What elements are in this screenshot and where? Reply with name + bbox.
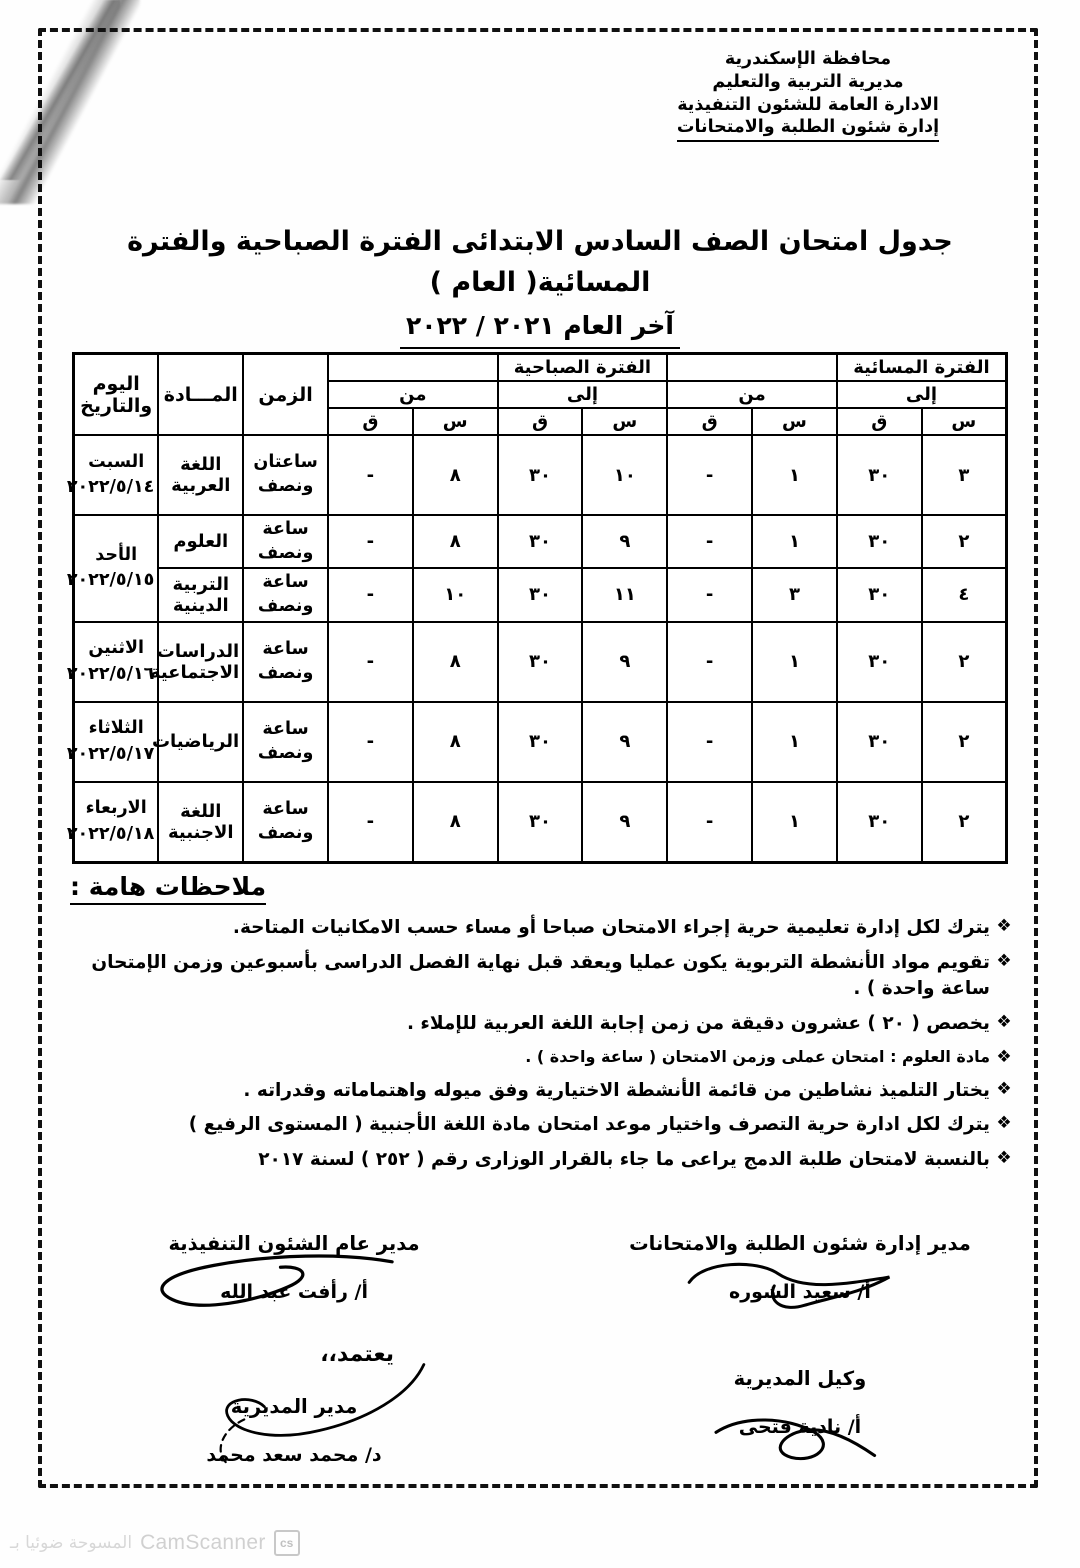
header-day-date: اليوم والتاريخ [74, 354, 159, 436]
cell-morning-to-hour: ٩ [582, 702, 667, 782]
signature-name: أ/ رأفت عبد الله [220, 1281, 368, 1303]
note-item [70, 1046, 1018, 1069]
cell-morning-to-minute: ٣٠ [498, 568, 583, 621]
diamond-bullet-icon: ❖ [996, 1011, 1012, 1032]
cell-evening-from-hour: ١ [752, 515, 837, 568]
signature-name: أ/ سعيد الشوره [729, 1281, 871, 1303]
cell-evening-to-hour: ٤ [922, 568, 1007, 621]
note-item [70, 1147, 1018, 1173]
diamond-bullet-icon: ❖ [996, 1046, 1012, 1067]
header-morning-from-minute: ق [328, 408, 413, 435]
note-item [70, 950, 1018, 1002]
cell-evening-to-minute: ٣٠ [837, 622, 922, 702]
signature-column-left [76, 1232, 512, 1518]
cell-morning-from-minute: - [328, 702, 413, 782]
cell-morning-from-hour: ٨ [413, 782, 498, 863]
cell-subject: اللغة العربية [158, 435, 243, 515]
cell-morning-from-hour: ٨ [413, 702, 498, 782]
note-text: مادة العلوم : امتحان عملى وزمن الامتحان ( ساعة واحدة ) . [525, 1046, 990, 1066]
header-evening-from: من [667, 381, 837, 408]
signature-section [70, 1232, 1018, 1482]
diamond-bullet-icon: ❖ [996, 1113, 1012, 1134]
cell-morning-from-hour: ٨ [413, 435, 498, 515]
cell-evening-from-hour: ٣ [752, 568, 837, 621]
schedule-table-wrapper [66, 352, 1008, 864]
header-morning-from: من [328, 381, 498, 408]
cell-evening-to-hour: ٢ [922, 622, 1007, 702]
signature-block [76, 1232, 512, 1303]
table-head [74, 354, 1007, 436]
cell-morning-to-hour: ٩ [582, 515, 667, 568]
note-text: تقويم مواد الأنشطة التربوية يكون عمليا ويعقد قبل نهاية الفصل الدراسى بأسبوعين وزمن الإمتحان ساعة واحدة ) . [91, 951, 990, 999]
cell-morning-to-minute: ٣٠ [498, 515, 583, 568]
cell-duration: ساعة ونصف [243, 622, 328, 702]
letterhead-line-department: إدارة شئون الطلبة والامتحانات [598, 116, 1018, 142]
cell-evening-from-hour: ١ [752, 622, 837, 702]
cell-date: ٢٠٢٢/٥/١٧ [66, 743, 155, 764]
cell-morning-from-minute: - [328, 622, 413, 702]
cell-duration: ساعة ونصف [243, 515, 328, 568]
diamond-bullet-icon: ❖ [996, 916, 1012, 936]
diamond-bullet-icon: ❖ [996, 950, 1012, 971]
cell-evening-from-hour: ١ [752, 435, 837, 515]
cell-morning-from-hour: ٨ [413, 515, 498, 568]
cell-evening-to-hour: ٢ [922, 782, 1007, 863]
note-item [70, 1112, 1018, 1138]
cell-day: الأحد [95, 544, 138, 565]
note-text: يترك لكل إدارة تعليمية حرية إجراء الامتحان صباحا أو مساء حسب الامكانيات المتاحة. [232, 917, 990, 938]
exam-schedule-table [66, 352, 1008, 864]
cell-evening-to-hour: ٢ [922, 515, 1007, 568]
header-morning-to-minute: ق [498, 408, 583, 435]
note-text: يخصص ( ٢٠ ) عشرون دقيقة من زمن إجابة اللغة العربية للإملاء . [406, 1012, 990, 1034]
cell-evening-to-minute: ٣٠ [837, 702, 922, 782]
cell-evening-from-hour: ١ [752, 782, 837, 863]
cell-morning-from-minute: - [328, 782, 413, 863]
table-row [74, 568, 1007, 621]
letterhead-line-governorate: محافظة الإسكندرية [724, 49, 892, 69]
table-header-row-groups [74, 354, 1007, 382]
cell-morning-to-minute: ٣٠ [498, 702, 583, 782]
cell-evening-from-minute: - [667, 782, 752, 863]
header-morning-period: الفترة الصباحية [498, 354, 668, 382]
cell-morning-to-minute: ٣٠ [498, 622, 583, 702]
cell-evening-from-hour: ١ [752, 702, 837, 782]
cell-evening-from-minute: - [667, 622, 752, 702]
signature-role: مدير المديرية [230, 1395, 358, 1418]
cell-evening-from-minute: - [667, 515, 752, 568]
signature-column-right [582, 1232, 1018, 1490]
notes-heading: ملاحظات هامة : [70, 872, 1018, 905]
cell-morning-to-hour: ٩ [582, 782, 667, 863]
cell-duration: ساعة ونصف [243, 782, 328, 863]
cell-subject: الدراسات الاجتماعية [158, 622, 243, 702]
signature-block [582, 1232, 1018, 1303]
signature-block [76, 1395, 512, 1466]
cell-evening-to-hour: ٣ [922, 435, 1007, 515]
camscanner-brand: CamScanner [140, 1531, 266, 1554]
signature-role: مدير عام الشئون التنفيذية [168, 1232, 420, 1255]
table-row [74, 782, 1007, 863]
header-morning-period-spacer [328, 354, 498, 382]
signature-name: د/ محمد سعد محمد [206, 1444, 382, 1466]
cell-subject: العلوم [158, 515, 243, 568]
cell-day: الاربعاء [85, 798, 147, 819]
cell-day-date [66, 435, 159, 515]
cell-morning-from-hour: ٨ [413, 622, 498, 702]
camscanner-logo-icon: cs [274, 1530, 300, 1556]
cell-evening-to-hour: ٢ [922, 702, 1007, 782]
header-morning-to: إلى [498, 381, 668, 408]
cell-subject: اللغة الاجنبية [158, 782, 243, 863]
diamond-bullet-icon: ❖ [996, 1078, 1012, 1099]
table-row [74, 515, 1007, 568]
signature-role: مدير إدارة شئون الطلبة والامتحانات [629, 1232, 971, 1255]
cell-date: ٢٠٢٢/٥/١٦ [66, 663, 155, 684]
header-evening-to-minute: ق [837, 408, 922, 435]
cell-day: السبت [88, 451, 145, 472]
header-morning-from-hour: س [413, 408, 498, 435]
cell-day-date [66, 702, 159, 782]
header-evening-from-hour: س [752, 408, 837, 435]
cell-date: ٢٠٢٢/٥/١٤ [66, 477, 155, 497]
cell-subject: التربية الدينية [158, 568, 243, 621]
note-text: بالنسبة لامتحان طلبة الدمج يراعى ما جاء بالقرار الوزارى رقم ( ٢٥٢ ) لسنة ٢٠١٧ [258, 1149, 990, 1171]
table-row [74, 435, 1007, 515]
title-line-main: جدول امتحان الصف السادس الابتدائى الفترة الصباحية والفترة المسائية( العام ) [127, 226, 953, 298]
note-item [70, 1078, 1018, 1104]
header-subject: المـــادة [158, 354, 243, 436]
note-text: يختار التلميذ نشاطين من قائمة الأنشطة الاختيارية وفق ميوله واهتماماته وقدراته . [243, 1079, 990, 1101]
cell-evening-from-minute: - [667, 435, 752, 515]
signature-role: وكيل المديرية [733, 1367, 867, 1390]
cell-subject: الرياضيات [158, 702, 243, 782]
header-evening-period-spacer [667, 354, 837, 382]
cell-duration: ساعتان ونصف [243, 435, 328, 515]
table-body [66, 435, 1007, 862]
cell-day-date [66, 515, 159, 622]
cell-morning-to-minute: ٣٠ [498, 782, 583, 863]
title-line-year: آخر العام ٢٠٢١ / ٢٠٢٢ [70, 307, 1010, 349]
letterhead-line-general-admin: الادارة العامة للشئون التنفيذية [677, 94, 939, 115]
table-row [74, 702, 1007, 782]
table-row [74, 622, 1007, 702]
cell-morning-from-minute: - [328, 515, 413, 568]
note-item [70, 915, 1018, 941]
camscanner-watermark [10, 1530, 300, 1556]
cell-morning-to-hour: ٩ [582, 622, 667, 702]
header-evening-to-hour: س [922, 408, 1007, 435]
cell-date: ٢٠٢٢/٥/١٥ [66, 570, 155, 591]
cell-morning-to-hour: ١٠ [582, 435, 667, 515]
cell-evening-to-minute: ٣٠ [837, 782, 922, 863]
cell-date: ٢٠٢٢/٥/١٨ [66, 823, 155, 844]
cell-duration: ساعة ونصف [243, 702, 328, 782]
page-title [70, 222, 1010, 349]
cell-evening-from-minute: - [667, 568, 752, 621]
important-notes-section [70, 872, 1018, 1182]
cell-day: الاثنين [88, 638, 144, 659]
header-evening-to: إلى [837, 381, 1007, 408]
letterhead [598, 48, 1018, 142]
cell-day-date [66, 622, 159, 702]
cell-morning-from-minute: - [328, 568, 413, 621]
header-evening-period: الفترة المسائية [837, 354, 1007, 382]
cell-day-date [66, 782, 159, 863]
note-item [70, 1011, 1018, 1037]
cell-evening-to-minute: ٣٠ [837, 515, 922, 568]
cell-morning-from-minute: - [328, 435, 413, 515]
cell-day: الثلاثاء [88, 718, 144, 739]
cell-evening-to-minute: ٣٠ [837, 435, 922, 515]
signature-name: أ/ نادية فتحى [738, 1416, 862, 1438]
header-evening-from-minute: ق [667, 408, 752, 435]
cell-evening-to-minute: ٣٠ [837, 568, 922, 621]
header-morning-to-hour: س [582, 408, 667, 435]
cell-duration: ساعة ونصف [243, 568, 328, 621]
cell-morning-from-hour: ١٠ [413, 568, 498, 621]
camscanner-arabic-text: المسوحة ضوئيا بـ [10, 1533, 133, 1553]
cell-evening-from-minute: - [667, 702, 752, 782]
approval-label: يعتمد،، [320, 1342, 395, 1367]
signature-block [582, 1367, 1018, 1438]
note-text: يترك لكل ادارة حرية التصرف واختيار موعد امتحان مادة اللغة الأجنبية ( المستوى الرفيع ) [188, 1114, 990, 1136]
cell-morning-to-minute: ٣٠ [498, 435, 583, 515]
diamond-bullet-icon: ❖ [996, 1148, 1012, 1169]
letterhead-line-directorate: مديرية التربية والتعليم [712, 71, 904, 92]
header-duration: الزمن [243, 354, 328, 436]
cell-morning-to-hour: ١١ [582, 568, 667, 621]
